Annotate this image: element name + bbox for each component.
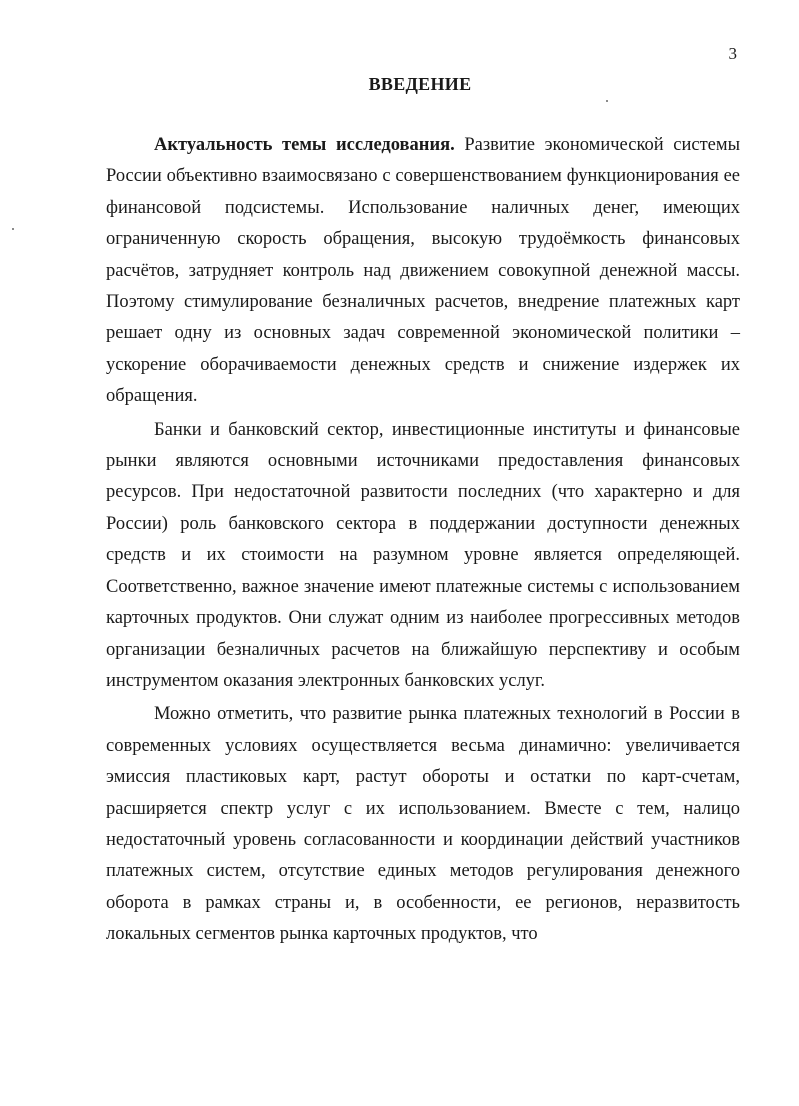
page-title: ВВЕДЕНИЕ <box>368 74 472 94</box>
body-text <box>106 130 740 953</box>
paragraph-2 <box>106 415 740 698</box>
paragraph-3 <box>106 699 740 950</box>
paragraph-1 <box>106 130 740 413</box>
paragraph-lead: Актуальность темы исследования. <box>154 135 455 155</box>
paragraph-text: Банки и банковский сектор, инвестиционные институты и финансовые рынки являются основными источниками предоставления финансовых ресурсов. При недостаточной развитости последних (что характерно и для России) роль банковского сектора в поддержании доступности денежных средств и их стоимости на разумном уровне является определяющей. Соответственно, важное значение имеют платежные системы с использованием карточных продуктов. Они служат одним из наиболее прогрессивных методов организации безналичных расчетов на ближайшую перспективу и особым инструментом оказания электронных банковских услуг. <box>106 419 740 691</box>
scan-speck <box>606 100 608 102</box>
page-number: 3 <box>728 44 737 63</box>
paragraph-text: Можно отметить, что развитие рынка платежных технологий в России в современных условиях осуществляется весьма динамично: увеличивается эмиссия пластиковых карт, растут обороты и остатки по карт-счетам, расширяется спектр услуг с их использованием. Вместе с тем, налицо недостаточный уровень согласованности и координации действий участников платежных систем, отсутствие единых методов регулирования денежного оборота в рамках страны и, в особенности, ее регионов, неразвитость локальных сегментов рынка карточных продуктов, что <box>106 704 740 945</box>
paragraph-text: Развитие экономической системы России объективно взаимосвязано с совершенствованием функционирования ее финансовой подсистемы. Использование наличных денег, имеющих ограниченную скорость обращения, высокую трудоёмкость финансовых расчётов, затрудняет контроль над движением совокупной денежной массы. Поэтому стимулирование безналичных расчетов, внедрение платежных карт решает одну из основных задач современной экономической политики – ускорение оборачиваемости денежных средств и снижение издержек их обращения. <box>106 135 741 407</box>
scan-speck <box>12 228 14 230</box>
